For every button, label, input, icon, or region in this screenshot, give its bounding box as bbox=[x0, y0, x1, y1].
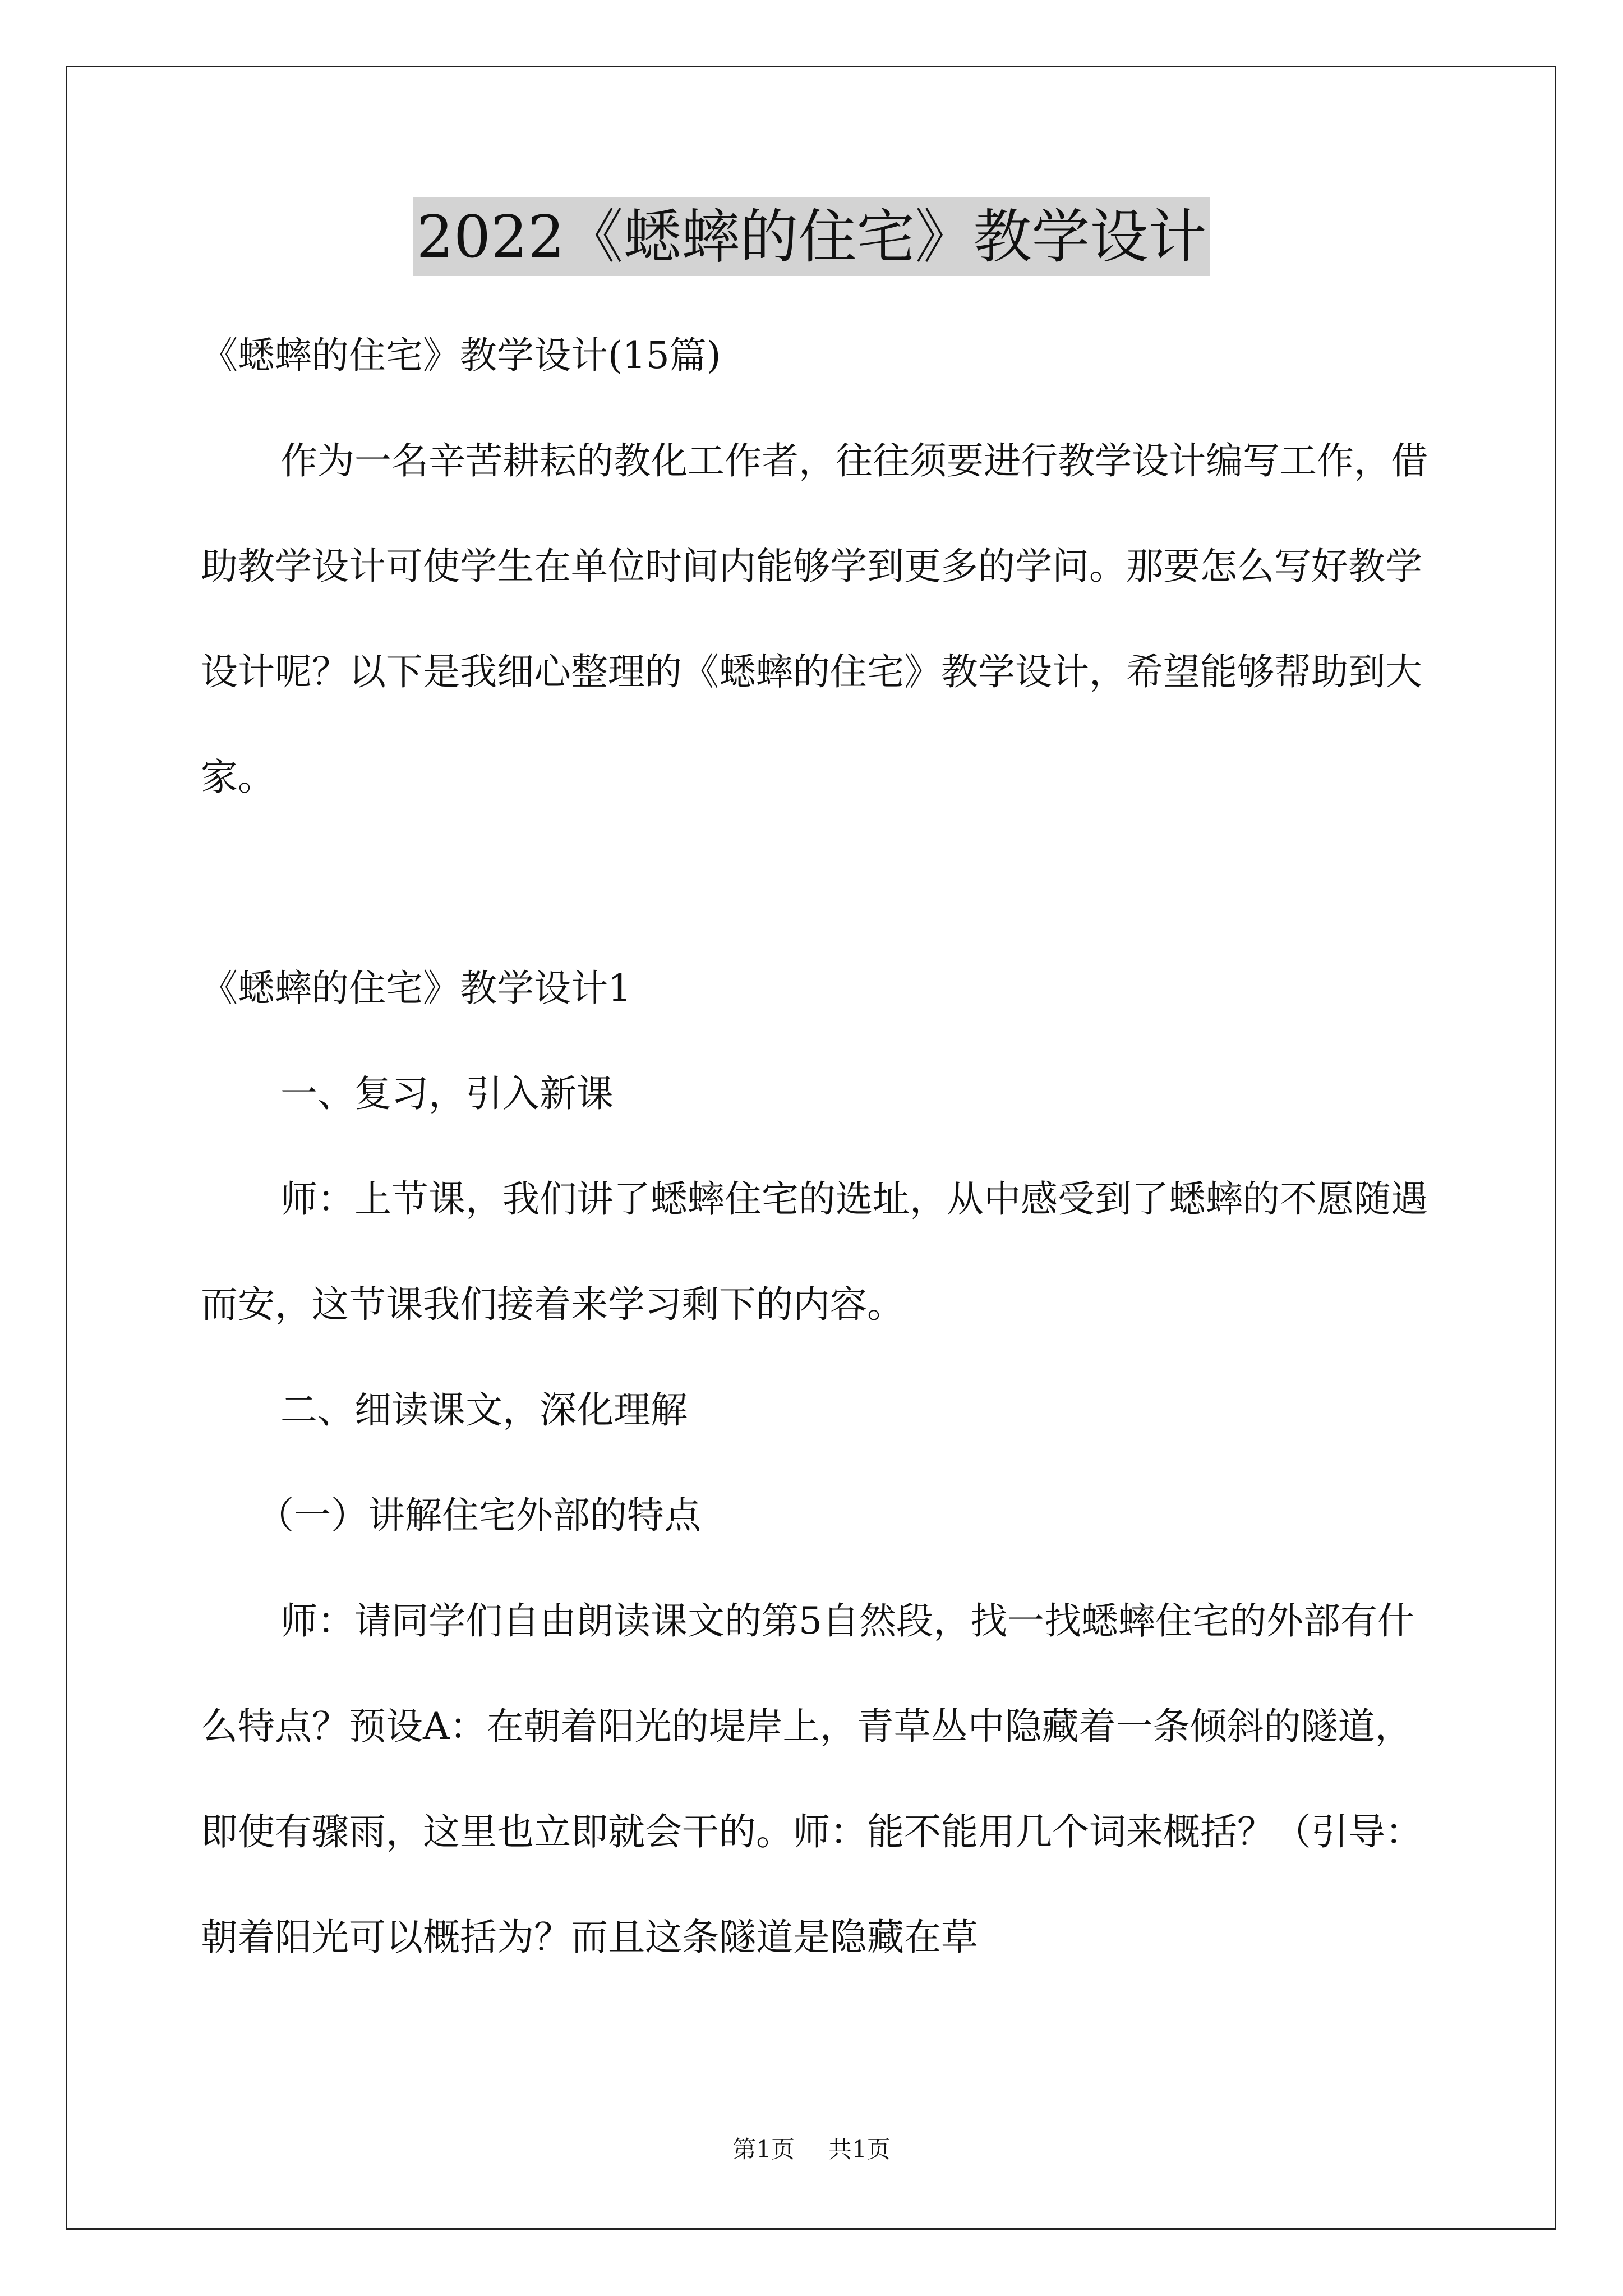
step2-sub-heading: （一）讲解住宅外部的特点 bbox=[257, 1494, 701, 1537]
title-container bbox=[0, 197, 1623, 276]
intro-paragraph: 作为一名辛苦耕耘的教化工作者，往往须要进行教学设计编写工作，借助教学设计可使学生在单位时间内能够学到更多的学问。那要怎么写好教学设计呢？以下是我细心整理的《蟋蟀的住宅》教学设计，希望能够帮助到大家。 bbox=[201, 439, 1428, 799]
page-number-current: 第1页 bbox=[732, 2136, 795, 2163]
step2-heading: 二、细读课文，深化理解 bbox=[280, 1388, 688, 1432]
page-number-total: 共1页 bbox=[828, 2136, 891, 2163]
page-footer bbox=[0, 2133, 1623, 2166]
section-heading: 《蟋蟀的住宅》教学设计1 bbox=[201, 967, 631, 1010]
document-body bbox=[201, 303, 1432, 1990]
step2-paragraph: 师：请同学们自由朗读课文的第5自然段，找一找蟋蟀住宅的外部有什么特点？预设A：在朝着阳光的堤岸上，青草丛中隐藏着一条倾斜的隧道，即使有骤雨，这里也立即就会干的。师：能不能用几个词来概括？（引导：朝着阳光可以概括为？而且这条隧道是隐藏在草 bbox=[201, 1599, 1422, 1959]
step1-paragraph: 师：上节课，我们讲了蟋蟀住宅的选址，从中感受到了蟋蟀的不愿随遇而安，这节课我们接着来学习剩下的内容。 bbox=[201, 1177, 1428, 1326]
document-subtitle: 《蟋蟀的住宅》教学设计(15篇) bbox=[201, 334, 721, 377]
paragraph-spacer bbox=[201, 830, 1432, 936]
step1-heading: 一、复习，引入新课 bbox=[280, 1072, 614, 1115]
document-title: 2022《蟋蟀的住宅》教学设计 bbox=[413, 197, 1210, 276]
